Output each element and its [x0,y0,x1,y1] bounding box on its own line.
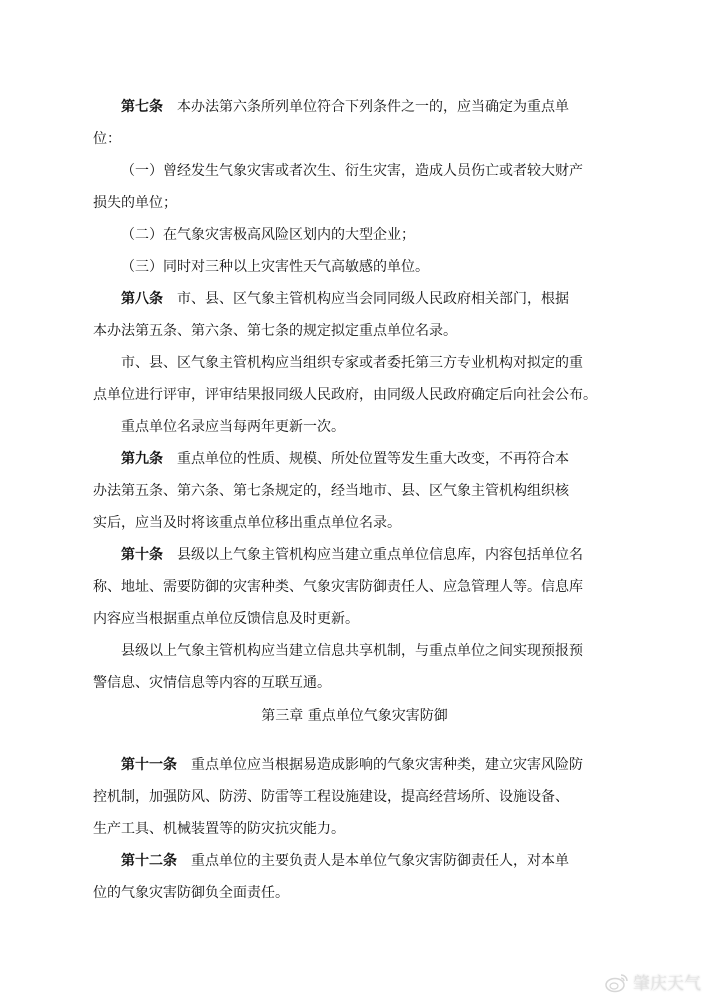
article-10-para-2-line-1: 县级以上气象主管机构应当建立信息共享机制，与重点单位之间实现预报预 [121,643,583,659]
article-9-line-2: 办法第五条、第六条、第七条规定的，经当地市、县、区气象主管机构组织核 [93,483,569,499]
article-10-line-1: 第十条 县级以上气象主管机构应当建立重点单位信息库，内容包括单位名 [121,547,583,563]
article-label: 第七条 [121,99,163,115]
clause-2: （二）在气象灾害极高风险区划内的大型企业； [121,227,415,243]
clause-1-line-2: 损失的单位； [93,195,177,211]
chapter-heading: 第三章 重点单位气象灾害防御 [261,708,448,724]
watermark-text: 肇庆天气 [633,974,701,994]
article-label: 第十一条 [121,757,177,773]
article-8-para-2-line-2: 点单位进行评审，评审结果报同级人民政府，由同级人民政府确定后向社会公布。 [93,387,597,403]
article-11-line-3: 生产工具、机械装置等的防灾抗灾能力。 [93,821,345,837]
article-9-line-1: 第九条 重点单位的性质、规模、所处位置等发生重大改变，不再符合本 [121,451,569,467]
article-10-line-3: 内容应当根据重点单位反馈信息及时更新。 [93,611,359,627]
article-12-line-1: 第十二条 重点单位的主要负责人是本单位气象灾害防御责任人，对本单 [121,853,569,869]
article-7-line-2: 位： [93,131,121,147]
weibo-icon [604,971,630,993]
article-label: 第十条 [121,547,163,563]
article-11-line-2: 控机制，加强防风、防涝、防雷等工程设施建设，提高经营场所、设施设备、 [93,789,569,805]
article-8-para-2-line-1: 市、县、区气象主管机构应当组织专家或者委托第三方专业机构对拟定的重 [121,355,583,371]
article-8-line-1: 第八条 市、县、区气象主管机构应当会同同级人民政府相关部门，根据 [121,291,569,307]
article-label: 第九条 [121,451,163,467]
article-label: 第十二条 [121,853,177,869]
watermark [604,969,701,994]
article-11-line-1: 第十一条 重点单位应当根据易造成影响的气象灾害种类，建立灾害风险防 [121,757,583,773]
article-12-line-2: 位的气象灾害防御负全面责任。 [93,885,289,901]
article-9-line-3: 实后，应当及时将该重点单位移出重点单位名录。 [93,515,401,531]
article-7-line-1: 第七条 本办法第六条所列单位符合下列条件之一的，应当确定为重点单 [121,99,569,115]
article-label: 第八条 [121,291,163,307]
article-8-line-2: 本办法第五条、第六条、第七条的规定拟定重点单位名录。 [93,323,457,339]
clause-1-line-1: （一）曾经发生气象灾害或者次生、衍生灾害，造成人员伤亡或者较大财产 [121,163,583,179]
clause-3: （三）同时对三种以上灾害性天气高敏感的单位。 [121,259,429,275]
article-8-para-3: 重点单位名录应当每两年更新一次。 [121,419,345,435]
article-10-para-2-line-2: 警信息、灾情信息等内容的互联互通。 [93,675,331,691]
article-10-line-2: 称、地址、需要防御的灾害种类、气象灾害防御责任人、应急管理人等。信息库 [93,579,583,595]
